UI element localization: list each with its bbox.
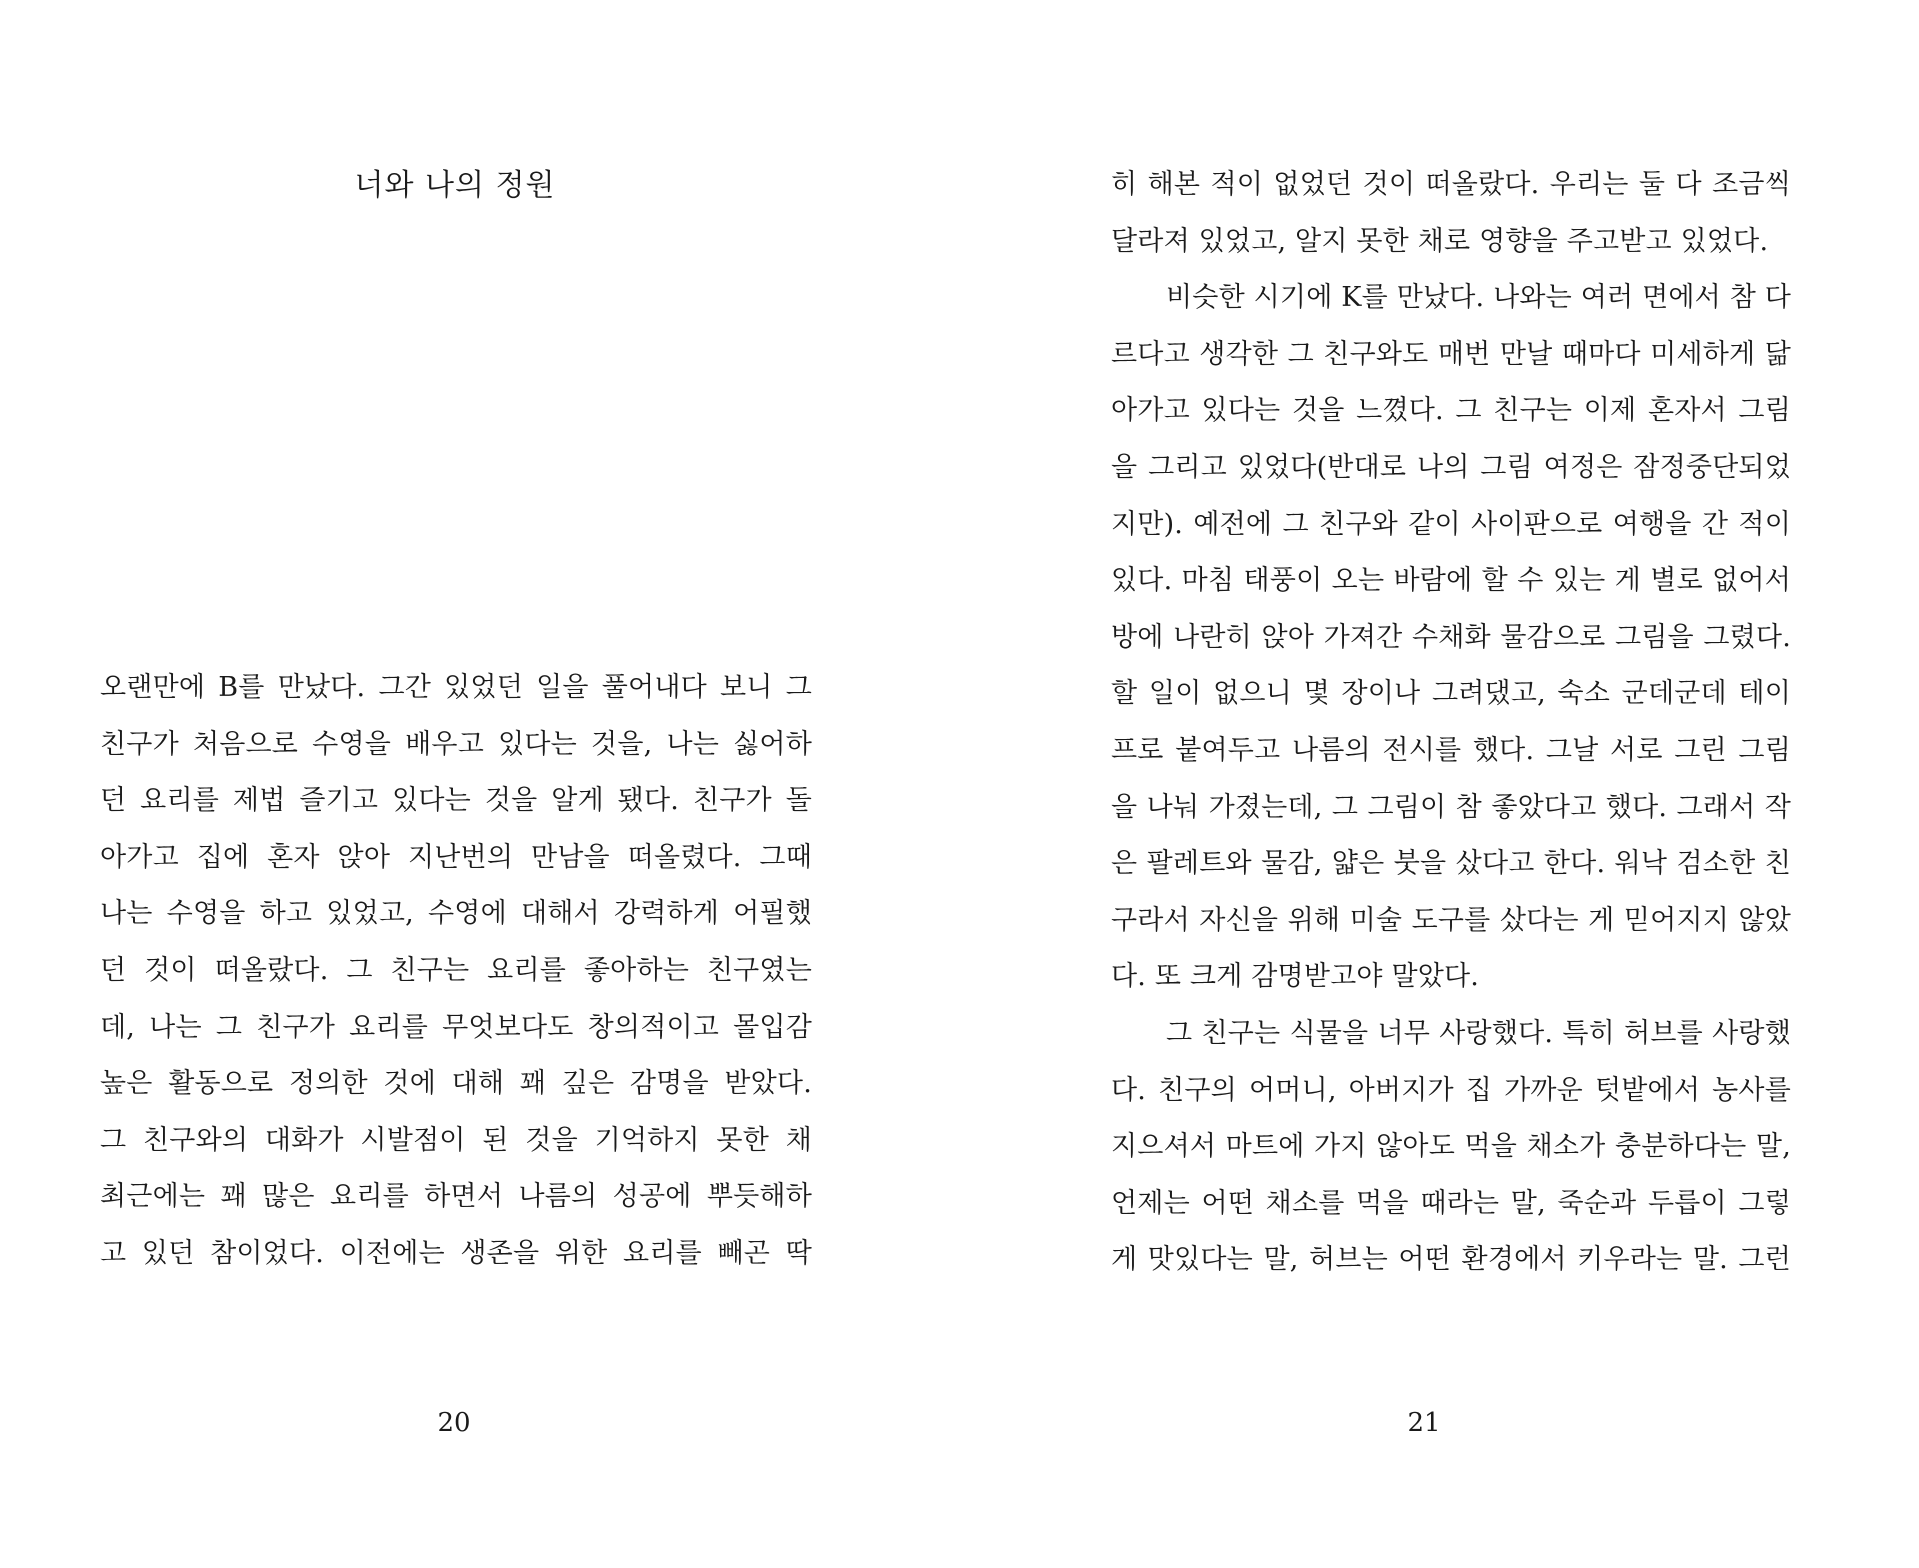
text-line: 게 맛있다는 말, 허브는 어떤 환경에서 키우라는 말. 그런: [1111, 1244, 1791, 1276]
text-line: 프로 붙여두고 나름의 전시를 했다. 그날 서로 그린 그림: [1111, 734, 1791, 766]
text-line: 최근에는 꽤 많은 요리를 하면서 나름의 성공에 뿌듯해하: [100, 1181, 812, 1213]
text-line: 데, 나는 그 친구가 요리를 무엇보다도 창의적이고 몰입감: [100, 1011, 812, 1043]
text-line: 오랜만에 B를 만났다. 그간 있었던 일을 풀어내다 보니 그: [100, 672, 812, 703]
text-line: 있다. 마침 태풍이 오는 바람에 할 수 있는 게 별로 없어서: [1111, 565, 1791, 597]
right-page: [960, 0, 1919, 1568]
right-page-body: [1111, 157, 1791, 1289]
text-line: 던 요리를 제법 즐기고 있다는 것을 알게 됐다. 친구가 돌: [100, 785, 812, 817]
chapter-title: 너와 나의 정원: [354, 168, 556, 203]
text-line: 아가고 있다는 것을 느꼈다. 그 친구는 이제 혼자서 그림: [1111, 395, 1791, 427]
text-line: 지으셔서 마트에 가지 않아도 먹을 채소가 충분하다는 말,: [1111, 1131, 1791, 1163]
text-line: 히 해본 적이 없었던 것이 떠올랐다. 우리는 둘 다 조금씩: [1111, 169, 1791, 200]
text-line: 그 친구는 식물을 너무 사랑했다. 특히 허브를 사랑했: [1166, 1017, 1791, 1049]
text-line: 친구가 처음으로 수영을 배우고 있다는 것을, 나는 싫어하: [100, 728, 812, 760]
page-number: 21: [1407, 1408, 1441, 1438]
text-line: 언제는 어떤 채소를 먹을 때라는 말, 죽순과 두릅이 그렇: [1111, 1187, 1791, 1219]
text-line: 높은 활동으로 정의한 것에 대해 꽤 깊은 감명을 받았다.: [100, 1068, 812, 1100]
text-line: 다. 친구의 어머니, 아버지가 집 가까운 텃밭에서 농사를: [1111, 1074, 1791, 1106]
text-line: 고 있던 참이었다. 이전에는 생존을 위한 요리를 빼곤 딱: [100, 1237, 812, 1269]
text-line: 구라서 자신을 위해 미술 도구를 샀다는 게 믿어지지 않았: [1111, 904, 1791, 936]
text-line: 방에 나란히 앉아 가져간 수채화 물감으로 그림을 그렸다.: [1111, 621, 1791, 653]
text-line: 그 친구와의 대화가 시발점이 된 것을 기억하지 못한 채: [100, 1124, 812, 1156]
text-line: 지만). 예전에 그 친구와 같이 사이판으로 여행을 간 적이: [1111, 508, 1791, 540]
text-line: 나는 수영을 하고 있었고, 수영에 대해서 강력하게 어필했: [100, 898, 812, 930]
text-line: 할 일이 없으니 몇 장이나 그려댔고, 숙소 군데군데 테이: [1111, 678, 1791, 710]
text-line: 아가고 집에 혼자 앉아 지난번의 만남을 떠올렸다. 그때: [100, 841, 812, 873]
text-line: 을 나눠 가졌는데, 그 그림이 참 좋았다고 했다. 그래서 작: [1111, 791, 1791, 823]
text-line: 을 그리고 있었다(반대로 나의 그림 여정은 잠정중단되었: [1111, 451, 1791, 483]
page-number: 20: [437, 1408, 471, 1438]
text-line: 다. 또 크게 감명받고야 말았다.: [1111, 961, 1480, 993]
text-line: 은 팔레트와 물감, 얇은 붓을 샀다고 한다. 워낙 검소한 친: [1111, 848, 1791, 880]
text-line: 르다고 생각한 그 친구와도 매번 만날 때마다 미세하게 닮: [1111, 338, 1791, 370]
text-line: 비슷한 시기에 K를 만났다. 나와는 여러 면에서 참 다: [1166, 282, 1792, 314]
left-page-body: [100, 660, 812, 1283]
text-line: 달라져 있었고, 알지 못한 채로 영향을 주고받고 있었다.: [1111, 225, 1769, 257]
text-line: 던 것이 떠올랐다. 그 친구는 요리를 좋아하는 친구였는: [100, 954, 812, 986]
